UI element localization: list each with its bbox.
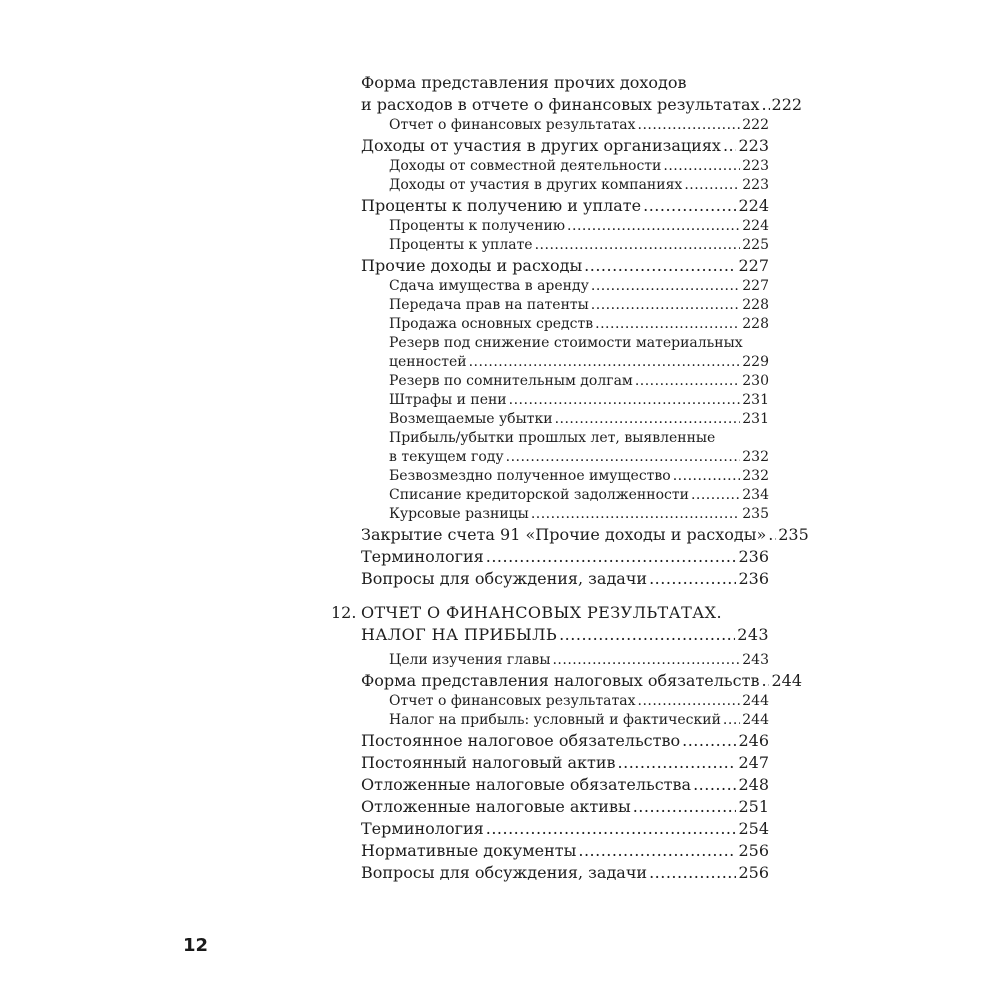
entry-title: Вопросы для обсуждения, задачи [361, 569, 648, 588]
page-ref: 232 [742, 449, 769, 465]
entry-line [389, 218, 769, 234]
entry-title: Списание кредиторской задолженности [389, 487, 689, 503]
entry-title: Штрафы и пени [389, 392, 507, 408]
toc-section [0, 753, 1000, 775]
page-ref: 223 [742, 158, 769, 174]
dot-leader [618, 753, 737, 772]
dot-leader [486, 547, 737, 566]
dot-leader [663, 158, 740, 174]
page-ref: 244 [742, 693, 769, 709]
entry-title: Форма представления налоговых обязательств [361, 671, 760, 690]
entry-title: Возмещаемые убытки [389, 411, 553, 427]
dot-leader [633, 797, 737, 816]
toc-section [0, 547, 1000, 569]
dot-leader [682, 731, 736, 750]
toc-subsection [0, 430, 1000, 468]
dot-leader [768, 525, 776, 544]
page-ref: 243 [737, 625, 769, 644]
page-ref: 223 [738, 136, 769, 155]
entry-title-line: Прибыль/убытки прошлых лет, выявленные [389, 430, 716, 446]
page-ref: 231 [742, 392, 769, 408]
entry-line [389, 392, 769, 408]
dot-leader [649, 569, 736, 588]
toc-section [0, 671, 1000, 693]
page-ref: 234 [742, 487, 769, 503]
toc-section [0, 841, 1000, 863]
page-ref: 227 [738, 256, 769, 275]
entry-line [361, 775, 769, 794]
entry-line [361, 525, 809, 544]
entry-title: Передача прав на патенты [389, 297, 589, 313]
entry-title: Курсовые разницы [389, 506, 529, 522]
dot-leader [584, 256, 736, 275]
toc-section [0, 256, 1000, 278]
dot-leader [684, 177, 740, 193]
dot-leader [552, 652, 740, 668]
dot-leader [567, 218, 740, 234]
toc-chapter [0, 603, 1000, 647]
page-ref: 247 [738, 753, 769, 772]
dot-leader [578, 841, 736, 860]
toc-section [0, 136, 1000, 158]
entry-line [361, 753, 769, 772]
page-ref: 231 [742, 411, 769, 427]
dot-leader [762, 95, 770, 114]
page-ref: 236 [738, 547, 769, 566]
entry-title: Нормативные документы [361, 841, 577, 860]
page-ref: 230 [742, 373, 769, 389]
toc-section [0, 863, 1000, 885]
toc-section [0, 73, 1000, 117]
entry-title: Сдача имущества в аренду [389, 278, 589, 294]
toc-subsection [0, 506, 1000, 525]
entry-title: НАЛОГ НА ПРИБЫЛЬ [361, 625, 558, 644]
entry-line [389, 158, 769, 174]
dot-leader [635, 373, 740, 389]
entry-line [361, 569, 769, 588]
entry-line [361, 797, 769, 816]
toc-subsection [0, 487, 1000, 506]
entry-title: Безвозмездно полученное имущество [389, 468, 671, 484]
entry-title: Доходы от совместной деятельности [389, 158, 662, 174]
toc-subsection [0, 117, 1000, 136]
page-ref: 228 [742, 297, 769, 313]
entry-title: Терминология [361, 819, 484, 838]
entry-title: Доходы от участия в других организациях [361, 136, 721, 155]
dot-leader [691, 487, 740, 503]
entry-title: Отчет о финансовых результатах [389, 693, 636, 709]
entry-line [389, 373, 769, 389]
page-ref: 224 [742, 218, 769, 234]
toc-section [0, 569, 1000, 591]
entry-line [361, 841, 769, 860]
dot-leader [649, 863, 736, 882]
page-ref: 224 [738, 196, 769, 215]
toc-subsection [0, 316, 1000, 335]
dot-leader [591, 278, 740, 294]
entry-title: Доходы от участия в других компаниях [389, 177, 683, 193]
entry-line [361, 95, 803, 114]
entry-line [361, 819, 769, 838]
dot-leader [638, 693, 741, 709]
entry-line [361, 625, 769, 644]
dot-leader [643, 196, 736, 215]
entry-title: Проценты к уплате [389, 237, 533, 253]
dot-leader [506, 449, 741, 465]
toc-subsection [0, 652, 1000, 671]
entry-title: Резерв по сомнительным долгам [389, 373, 633, 389]
page-ref: 246 [738, 731, 769, 750]
entry-line [389, 652, 769, 668]
entry-title: Цели изучения главы [389, 652, 551, 668]
dot-leader [531, 506, 740, 522]
toc-subsection [0, 335, 1000, 373]
entry-title: в текущем году [389, 449, 504, 465]
entry-line [389, 237, 769, 253]
entry-line [389, 316, 769, 332]
chapter-number: 12. [331, 603, 357, 622]
dot-leader [723, 712, 740, 728]
entry-line [389, 468, 769, 484]
entry-title: Отложенные налоговые активы [361, 797, 631, 816]
entry-line [361, 731, 769, 750]
entry-title: Терминология [361, 547, 484, 566]
entry-title: Отчет о финансовых результатах [389, 117, 636, 133]
dot-leader [555, 411, 741, 427]
entry-line [389, 177, 769, 193]
toc-section [0, 819, 1000, 841]
dot-leader [693, 775, 736, 794]
toc-subsection [0, 177, 1000, 196]
dot-leader [673, 468, 741, 484]
dot-leader [509, 392, 741, 408]
entry-title: Прочие доходы и расходы [361, 256, 583, 275]
entry-line [389, 712, 769, 728]
entry-line [389, 487, 769, 503]
entry-line [389, 449, 769, 465]
entry-line [389, 278, 769, 294]
toc-subsection [0, 411, 1000, 430]
page-ref: 251 [738, 797, 769, 816]
toc-subsection [0, 278, 1000, 297]
entry-title-line: Резерв под снижение стоимости материальных [389, 335, 743, 351]
entry-line [389, 693, 769, 709]
page-ref: 248 [738, 775, 769, 794]
entry-line [389, 297, 769, 313]
entry-title: Закрытие счета 91 «Прочие доходы и расходы» [361, 525, 767, 544]
entry-title: и расходов в отчете о финансовых результатах [361, 95, 760, 114]
toc-section [0, 196, 1000, 218]
page-ref: 236 [738, 569, 769, 588]
page-ref: 227 [742, 278, 769, 294]
entry-line [389, 411, 769, 427]
dot-leader [486, 819, 737, 838]
page-ref: 225 [742, 237, 769, 253]
dot-leader [638, 117, 741, 133]
entry-line [361, 863, 769, 882]
toc-subsection [0, 468, 1000, 487]
entry-line [361, 256, 769, 275]
entry-line [389, 506, 769, 522]
toc-subsection [0, 693, 1000, 712]
page-ref: 223 [742, 177, 769, 193]
page-number: 12 [183, 935, 209, 956]
toc-section [0, 775, 1000, 797]
toc-subsection [0, 297, 1000, 316]
dot-leader [591, 297, 740, 313]
entry-title: ценностей [389, 354, 467, 370]
toc-section [0, 797, 1000, 819]
toc-subsection [0, 218, 1000, 237]
entry-title: Вопросы для обсуждения, задачи [361, 863, 648, 882]
page-ref: 232 [742, 468, 769, 484]
page-ref: 222 [742, 117, 769, 133]
dot-leader [469, 354, 741, 370]
page-ref: 228 [742, 316, 769, 332]
page-ref: 222 [771, 95, 803, 114]
page-ref: 254 [738, 819, 769, 838]
entry-line [361, 136, 769, 155]
page-ref: 235 [778, 525, 809, 544]
page-ref: 235 [742, 506, 769, 522]
toc-subsection [0, 373, 1000, 392]
page-ref: 244 [771, 671, 803, 690]
toc-subsection [0, 392, 1000, 411]
entry-title: Налог на прибыль: условный и фактический [389, 712, 721, 728]
dot-leader [559, 625, 735, 644]
entry-title: Проценты к получению [389, 218, 566, 234]
entry-title: Отложенные налоговые обязательства [361, 775, 692, 794]
entry-title: Продажа основных средств [389, 316, 594, 332]
entry-line [389, 117, 769, 133]
entry-line [361, 671, 803, 690]
dot-leader [535, 237, 741, 253]
page-ref: 243 [742, 652, 769, 668]
toc-section [0, 525, 1000, 547]
toc-subsection [0, 158, 1000, 177]
page-ref: 244 [742, 712, 769, 728]
entry-line [361, 547, 769, 566]
dot-leader [761, 671, 769, 690]
entry-title: Проценты к получению и уплате [361, 196, 642, 215]
entry-line [389, 354, 769, 370]
entry-title: Постоянный налоговый актив [361, 753, 616, 772]
page-ref: 229 [742, 354, 769, 370]
entry-title-line: ОТЧЕТ О ФИНАНСОВЫХ РЕЗУЛЬТАТАХ. [361, 603, 722, 622]
toc-subsection [0, 712, 1000, 731]
dot-leader [595, 316, 740, 332]
page-ref: 256 [738, 841, 769, 860]
toc-subsection [0, 237, 1000, 256]
dot-leader [723, 136, 737, 155]
entry-title: Постоянное налоговое обязательство [361, 731, 681, 750]
page-ref: 256 [738, 863, 769, 882]
entry-title-line: Форма представления прочих доходов [361, 73, 687, 92]
toc-section [0, 731, 1000, 753]
entry-line [361, 196, 769, 215]
